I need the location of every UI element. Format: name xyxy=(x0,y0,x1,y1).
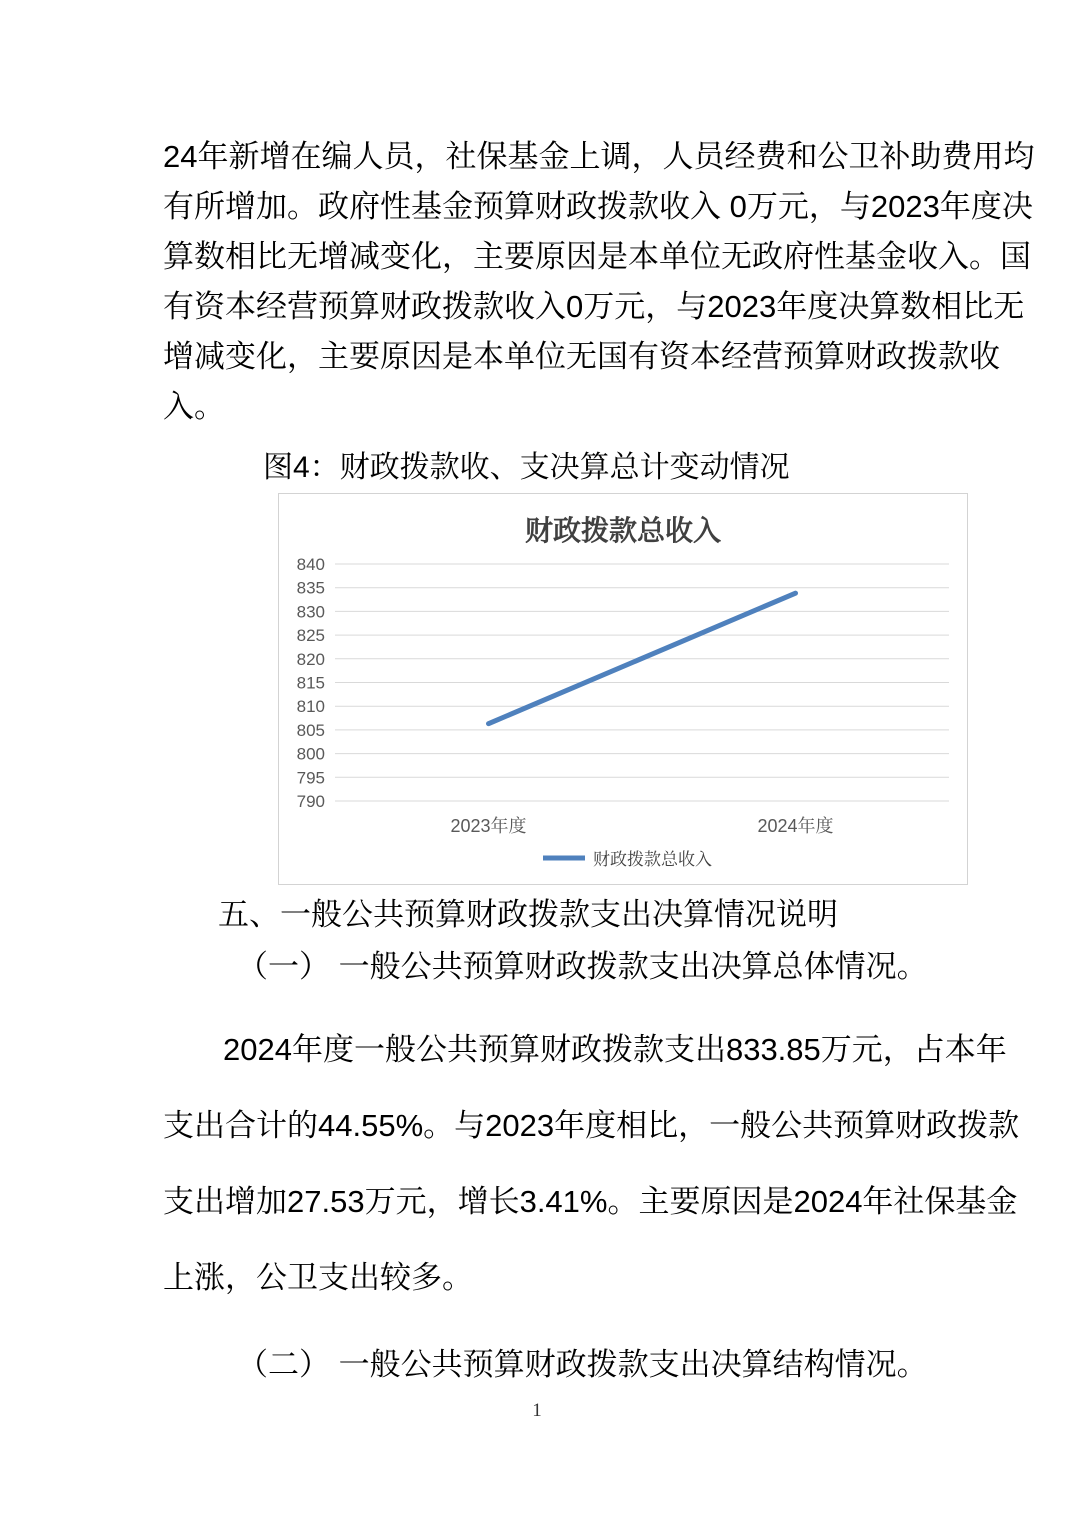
paragraph-line: 支出增加27.53万元，增长3.41%。主要原因是2024年社保基金 xyxy=(163,1184,1018,1219)
svg-text:840: 840 xyxy=(296,555,325,574)
paragraph-line: 入。 xyxy=(163,389,225,424)
svg-text:815: 815 xyxy=(296,673,325,693)
paragraph-line: 有所增加。政府性基金预算财政拨款收入 0万元，与2023年度决 xyxy=(163,189,1033,224)
svg-text:795: 795 xyxy=(296,768,325,788)
paragraph-line: 增减变化，主要原因是本单位无国有资本经营预算财政拨款收 xyxy=(163,339,1000,374)
svg-text:财政拨款总收入: 财政拨款总收入 xyxy=(593,850,712,869)
section-5-sub2-heading: （二） 一般公共预算财政拨款支出决算结构情况。 xyxy=(237,1347,928,1382)
svg-text:790: 790 xyxy=(296,792,325,811)
paragraph-line: 算数相比无增减变化，主要原因是本单位无政府性基金收入。国 xyxy=(163,239,1031,274)
line-chart xyxy=(279,494,967,884)
figure-caption: 图4：财政拨款收、支决算总计变动情况 xyxy=(263,451,790,484)
svg-text:财政拨款总收入: 财政拨款总收入 xyxy=(524,515,722,546)
paragraph-line: 上涨，公卫支出较多。 xyxy=(163,1260,473,1295)
paragraph-line: 24年新增在编人员，社保基金上调，人员经费和公卫补助费用均 xyxy=(163,139,1035,174)
section-5-sub1-heading: （一） 一般公共预算财政拨款支出决算总体情况。 xyxy=(237,949,928,984)
paragraph-fiscal-expenditure xyxy=(163,1012,1020,1316)
svg-text:810: 810 xyxy=(296,697,325,717)
svg-text:2024年度: 2024年度 xyxy=(757,816,834,836)
svg-text:835: 835 xyxy=(296,578,325,598)
svg-text:800: 800 xyxy=(296,744,325,764)
figure-4-chart xyxy=(278,493,968,885)
paragraph-line: 有资本经营预算财政拨款收入0万元，与2023年度决算数相比无 xyxy=(163,289,1025,324)
svg-text:805: 805 xyxy=(296,720,325,740)
section-5-heading: 五、一般公共预算财政拨款支出决算情况说明 xyxy=(218,897,838,932)
paragraph-line: 2024年度一般公共预算财政拨款支出833.85万元，占本年 xyxy=(223,1032,1007,1067)
page-number: 1 xyxy=(532,1400,542,1421)
svg-text:825: 825 xyxy=(296,626,325,646)
svg-text:2023年度: 2023年度 xyxy=(450,816,527,836)
paragraph-fiscal-income xyxy=(163,132,1035,432)
svg-text:820: 820 xyxy=(296,649,325,669)
svg-text:830: 830 xyxy=(296,602,325,622)
paragraph-line: 支出合计的44.55%。与2023年度相比，一般公共预算财政拨款 xyxy=(163,1108,1020,1143)
